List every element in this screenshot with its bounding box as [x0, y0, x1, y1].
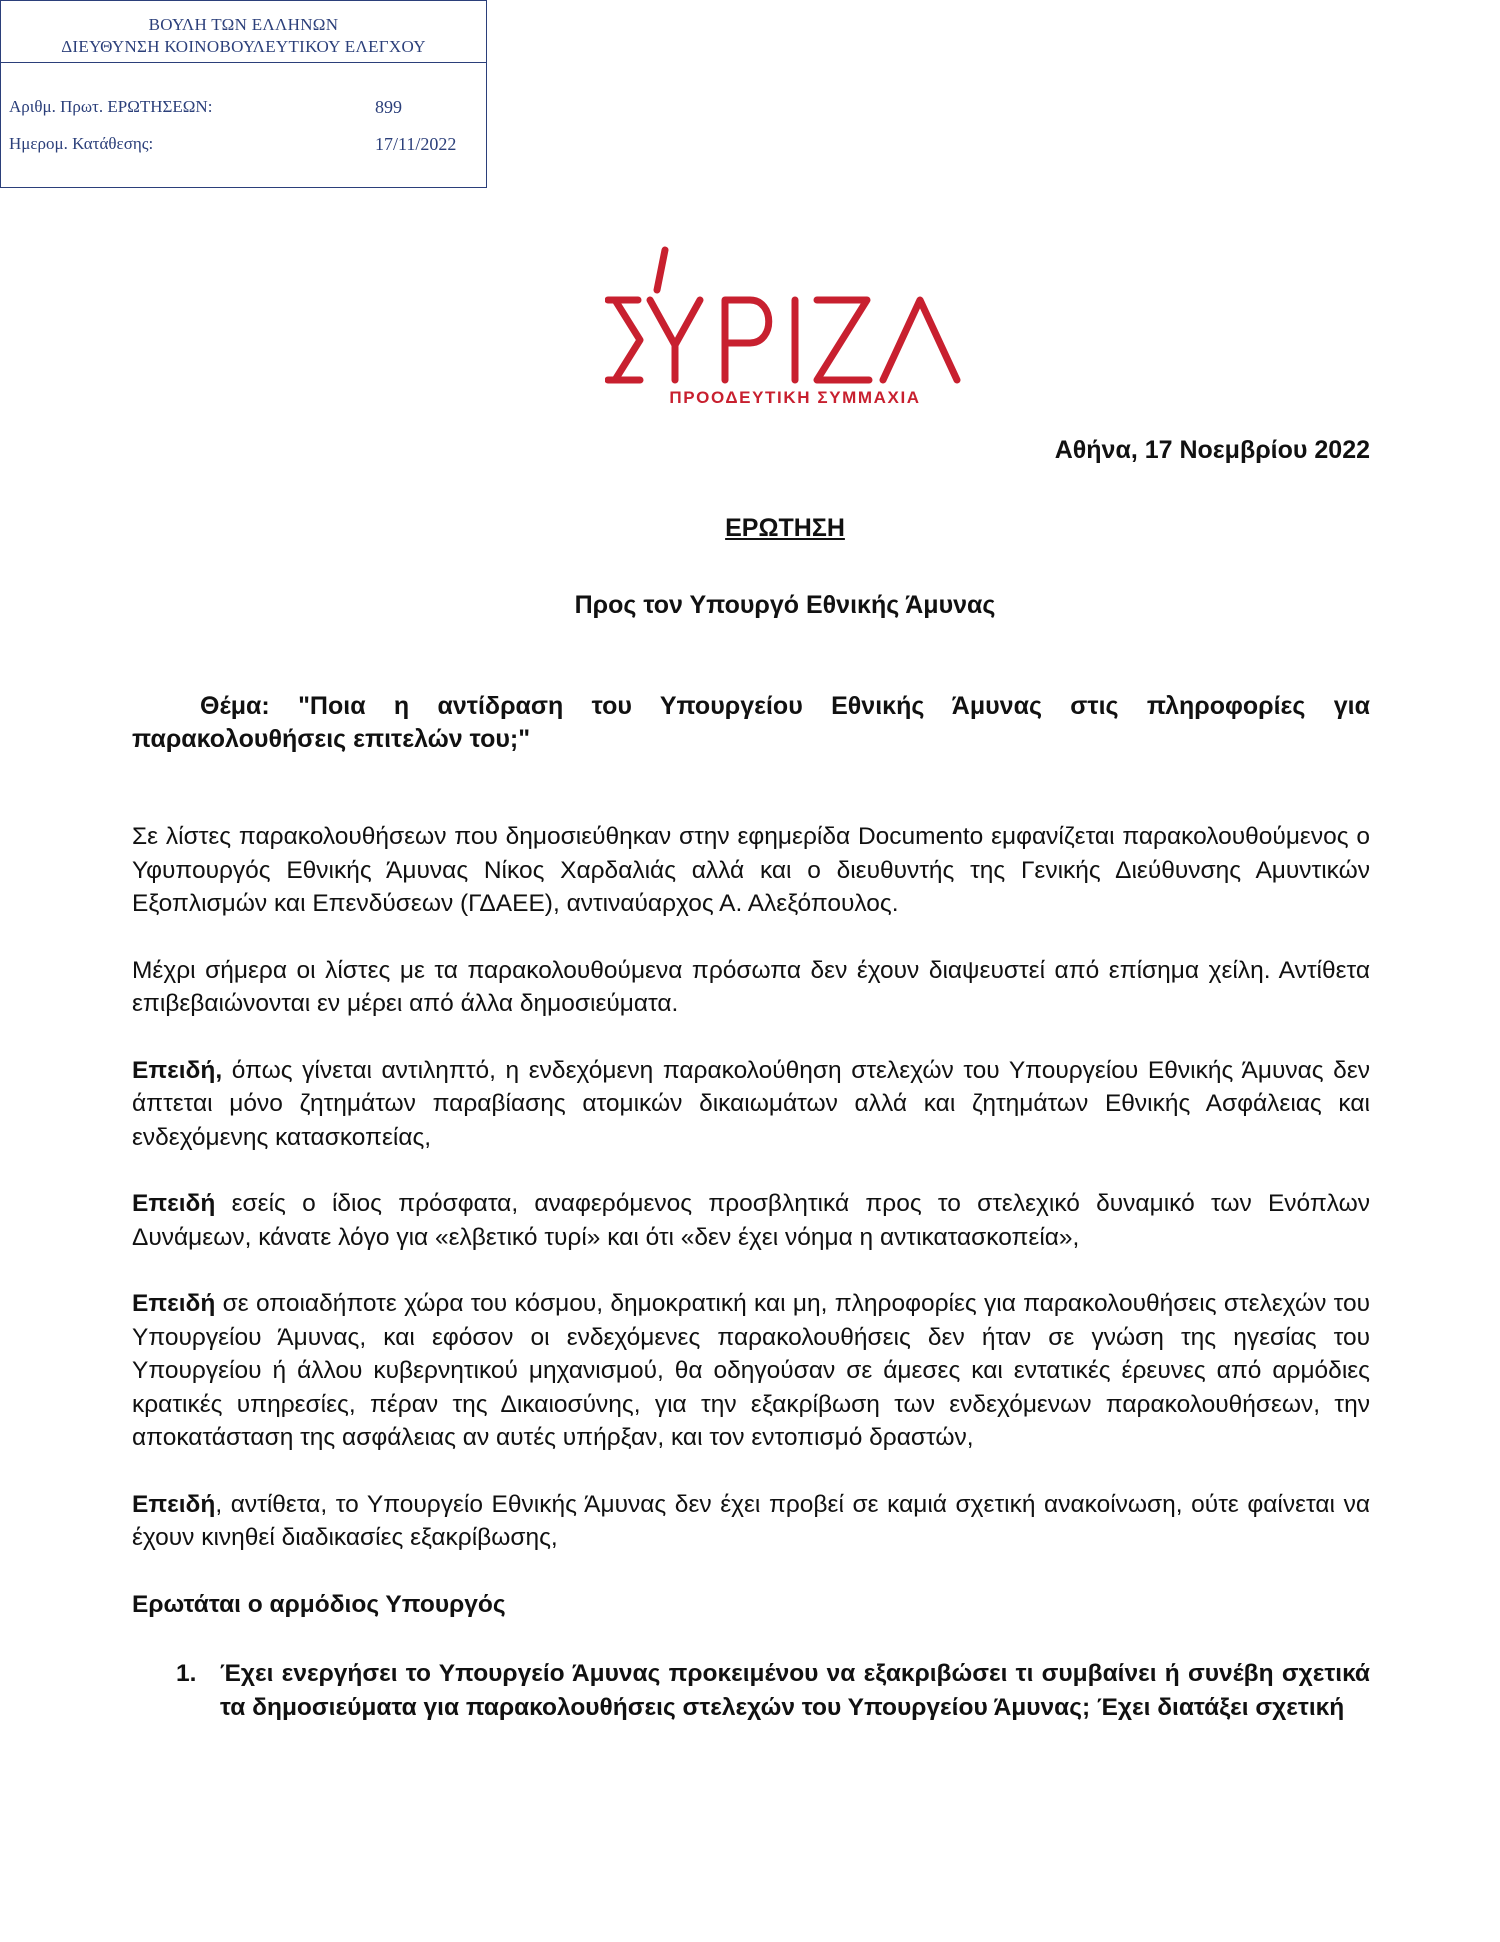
paragraph-3-keyword: Επειδή, [132, 1056, 223, 1084]
subject-text: Θέμα: "Ποια η αντίδραση του Υπουργείου Εθνικής Άμυνας στις πληροφορίες για παρακολουθήσεις επιτελών του;" [132, 692, 1370, 753]
paragraph-6 [132, 1488, 1370, 1555]
registry-protocol-label: Αριθμ. Πρωτ. ΕΡΩΤΗΣΕΩΝ: [9, 97, 213, 116]
paragraph-1: Σε λίστες παρακολουθήσεων που δημοσιεύθηκαν στην εφημερίδα Documento εμφανίζεται παρακολουθούμενος ο Υφυπουργός Εθνικής Άμυνας Νίκος Χαρδαλιάς αλλά και ο διευθυντής της Γενικής Διεύθυνσης Αμυντικών Εξοπλισμών και Επενδύσεων (ΓΔΑΕΕ), αντιναύαρχος Α. Αλεξόπουλος. [132, 823, 1370, 917]
document-subject [132, 690, 1370, 756]
registry-date-value: 17/11/2022 [375, 134, 457, 154]
registry-stamp [0, 0, 487, 188]
paragraph-2: Μέχρι σήμερα οι λίστες με τα παρακολουθούμενα πρόσωπα δεν έχουν διαψευστεί από επίσημα χείλη. Αντίθετα επιβεβαιώνονται εν μέρει από άλλα δημοσιεύματα. [132, 956, 1370, 1017]
asked-heading: Ερωτάται ο αρμόδιος Υπουργός [132, 1590, 506, 1618]
paragraph-3 [132, 1054, 1370, 1155]
paragraph-4-keyword: Επειδή [132, 1190, 216, 1217]
paragraph-6-keyword: Επειδή [132, 1490, 216, 1518]
paragraph-5-text: σε οποιαδήποτε χώρα του κόσμου, δημοκρατική και μη, πληροφορίες για παρακολουθήσεις στελεχών του Υπουργείου Άμυνας, και εφόσον οι ενδεχόμενες παρακολουθήσεις δεν ήταν σε γνώση της ηγεσίας του Υπουργείου ή άλλου κυβερνητικού μηχανισμού, θα οδηγούσαν σε άμεσες και εντατικές έρευνες από αρμόδιες κρατικές υπηρεσίες, πέραν της Δικαιοσύνης, για την εξακρίβωση των ενδεχόμενων παρακολουθήσεων, την αποκατάσταση της ασφάλειας αν αυτές υπήρξαν, και τον εντοπισμό δραστών, [132, 1290, 1370, 1451]
party-logo-subtitle: ΠΡΟΟΔΕΥΤΙΚΗ ΣΥΜΜΑΧΙΑ [669, 388, 921, 407]
document-date: Αθήνα, 17 Νοεμβρίου 2022 [1054, 436, 1370, 464]
registry-date-label: Ημερομ. Κατάθεσης: [9, 134, 154, 153]
paragraph-5-keyword: Επειδή [132, 1290, 216, 1317]
registry-protocol-row [9, 97, 402, 117]
registry-directorate: ΔΙΕΥΘΥΝΣΗ ΚΟΙΝΟΒΟΥΛΕΥΤΙΚΟΥ ΕΛΕΓΧΟΥ [61, 37, 426, 56]
document-title: ΕΡΩΤΗΣΗ [725, 514, 845, 542]
paragraph-4-text: εσείς ο ίδιος πρόσφατα, αναφερόμενος προσβλητικά προς το στελεχικό δυναμικό των Ενόπλων Δυνάμεων, κάνατε λόγο για «ελβετικό τυρί» και ότι «δεν έχει νόημα η αντικατασκοπεία», [132, 1190, 1370, 1251]
registry-institution: ΒΟΥΛΗ ΤΩΝ ΕΛΛΗΝΩΝ [148, 15, 339, 34]
paragraph-3-text: όπως γίνεται αντιληπτό, η ενδεχόμενη παρακολούθηση στελεχών του Υπουργείου Εθνικής Άμυνας δεν άπτεται μόνο ζητημάτων παραβίασης ατομικών δικαιωμάτων αλλά και ζητημάτων Εθνικής Ασφάλειας και ενδεχόμενης κατασκοπείας, [132, 1056, 1370, 1151]
document-recipient: Προς τον Υπουργό Εθνικής Άμυνας [574, 591, 996, 619]
paragraph-5 [132, 1287, 1370, 1455]
question-text: Έχει ενεργήσει το Υπουργείο Άμυνας προκειμένου να εξακριβώσει τι συμβαίνει ή συνέβη σχετικά τα δημοσιεύματα για παρακολουθήσεις στελεχών του Υπουργείου Άμυνας; Έχει διατάξει σχετική [220, 1660, 1370, 1721]
registry-protocol-value: 899 [375, 97, 402, 117]
paragraph-4 [132, 1187, 1370, 1254]
registry-date-row [9, 134, 457, 154]
document-body [132, 820, 1370, 1724]
paragraph-6-text: , αντίθετα, το Υπουργείο Εθνικής Άμυνας δεν έχει προβεί σε καμιά σχετική ανακοίνωση, ούτε φαίνεται να έχουν κινηθεί διαδικασίες εξακρίβωσης, [132, 1490, 1370, 1551]
question-item [132, 1657, 1370, 1724]
question-number: 1. [176, 1660, 197, 1687]
question-list [132, 1657, 1370, 1724]
registry-header [1, 1, 486, 63]
